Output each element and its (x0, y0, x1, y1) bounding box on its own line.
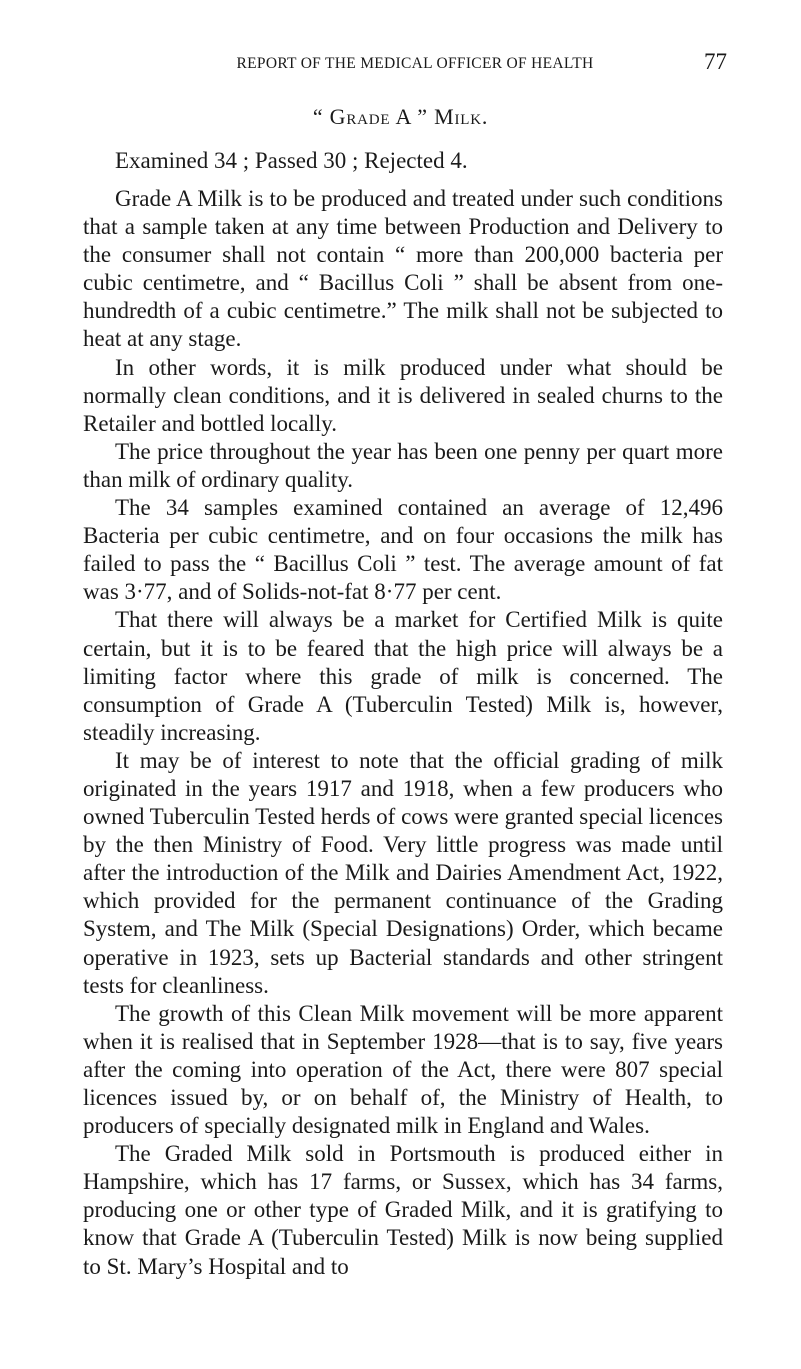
paragraph: That there will always be a market for Certified Milk is quite certain, but it is to be feared that the high price will always be a limiting factor where this grade of milk is concerned. The consumption of Grade A (Tuberculin Tested) Milk is, however, steadily increasing. (83, 607, 723, 745)
paragraph: In other words, it is milk produced under what should be normally clean conditions, and it is delivered in sealed churns to the Retailer and bottled locally. (83, 354, 723, 436)
paragraph: The price throughout the year has been one penny per quart more than milk of ordinary quality. (83, 438, 723, 492)
paragraph: The Graded Milk sold in Portsmouth is produced either in Hampshire, which has 17 farms, or Sussex, which has 34 farms, producing one or other type of Graded Milk, and it is gratifying to know that Grade A (Tuberculin Tested) Milk is now being supplied to St. Mary’s Hospital and to (83, 1141, 723, 1279)
section-title: “ Grade A ” Milk. (312, 104, 489, 129)
results-summary: Examined 34 ; Passed 30 ; Rejected 4. (115, 148, 468, 173)
page-number: 77 (704, 49, 727, 74)
body-text (83, 185, 723, 1281)
paragraph: It may be of interest to note that the official grading of milk originated in the years 1917 and 1918, when a few producers who owned Tuberculin Tested herds of cows were granted special licences by the then Ministry of Food. Very little progress was made until after the introduction of the Milk and Dairies Amendment Act, 1922, which provided for the permanent continuance of the Grading System, and The Milk (Special Designations) Order, which became operative in 1923, sets up Bacterial standards and other stringent tests for cleanliness. (83, 747, 723, 998)
paragraph: Grade A Milk is to be produced and treated under such conditions that a sample taken at any time between Production and Delivery to the consumer shall not contain “ more than 200,000 bacteria per cubic centimetre, and “ Bacillus Coli ” shall be absent from one-hundredth of a cubic centimetre.” The milk shall not be subjected to heat at any stage. (83, 186, 723, 352)
running-header: REPORT OF THE MEDICAL OFFICER OF HEALTH (236, 55, 594, 72)
paragraph: The 34 samples examined contained an average of 12,496 Bacteria per cubic centimetre, and on four occasions the milk has failed to pass the “ Bacillus Coli ” test. The average amount of fat was 3·77, and of Solids-not-fat 8·77 per cent. (83, 495, 723, 605)
paragraph: The growth of this Clean Milk movement will be more apparent when it is realised that in September 1928—that is to say, five years after the coming into operation of the Act, there were 807 special licences issued by, or on behalf of, the Ministry of Health, to producers of specially designated milk in England and Wales. (83, 1000, 723, 1139)
